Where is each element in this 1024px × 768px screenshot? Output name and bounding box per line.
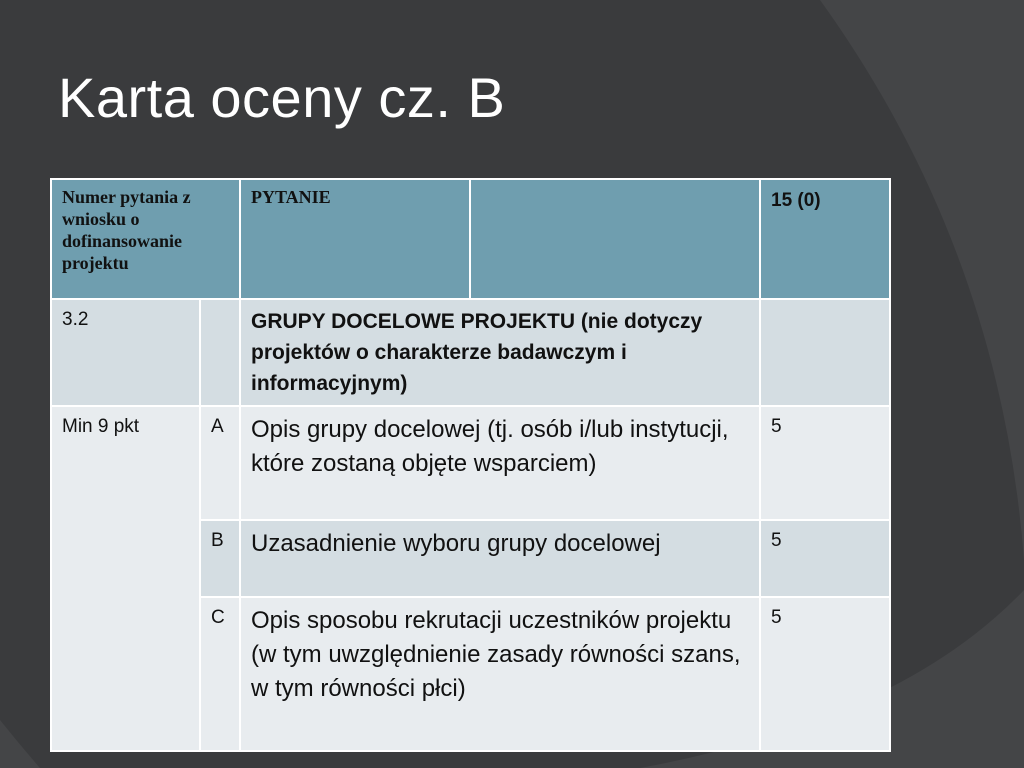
group-title: GRUPY DOCELOWE PROJEKTU (nie dotyczy projektów o charakterze badawczym i informacyjnym) [240,299,760,406]
table-header-row [51,179,890,299]
item-letter: B [200,520,240,597]
group-number: 3.2 [51,299,200,406]
header-question-number: Numer pytania z wniosku o dofinansowanie projektu [51,179,240,299]
item-points: 5 [760,406,890,520]
group-row [51,299,890,406]
header-question: PYTANIE [240,179,470,299]
min-points: Min 9 pkt [51,406,200,751]
header-max-points: 15 (0) [760,179,890,299]
header-empty [470,179,760,299]
item-points: 5 [760,520,890,597]
group-points-empty [760,299,890,406]
table-row [51,406,890,520]
item-letter: A [200,406,240,520]
item-text: Opis sposobu rekrutacji uczestników projektu (w tym uwzględnienie zasady równości szans, w tym równości płci) [240,597,760,751]
evaluation-table [50,178,891,752]
item-text: Opis grupy docelowej (tj. osób i/lub instytucji, które zostaną objęte wsparciem) [240,406,760,520]
item-letter: C [200,597,240,751]
group-letter-empty [200,299,240,406]
item-text: Uzasadnienie wyboru grupy docelowej [240,520,760,597]
slide-title: Karta oceny cz. B [58,66,506,129]
item-points: 5 [760,597,890,751]
